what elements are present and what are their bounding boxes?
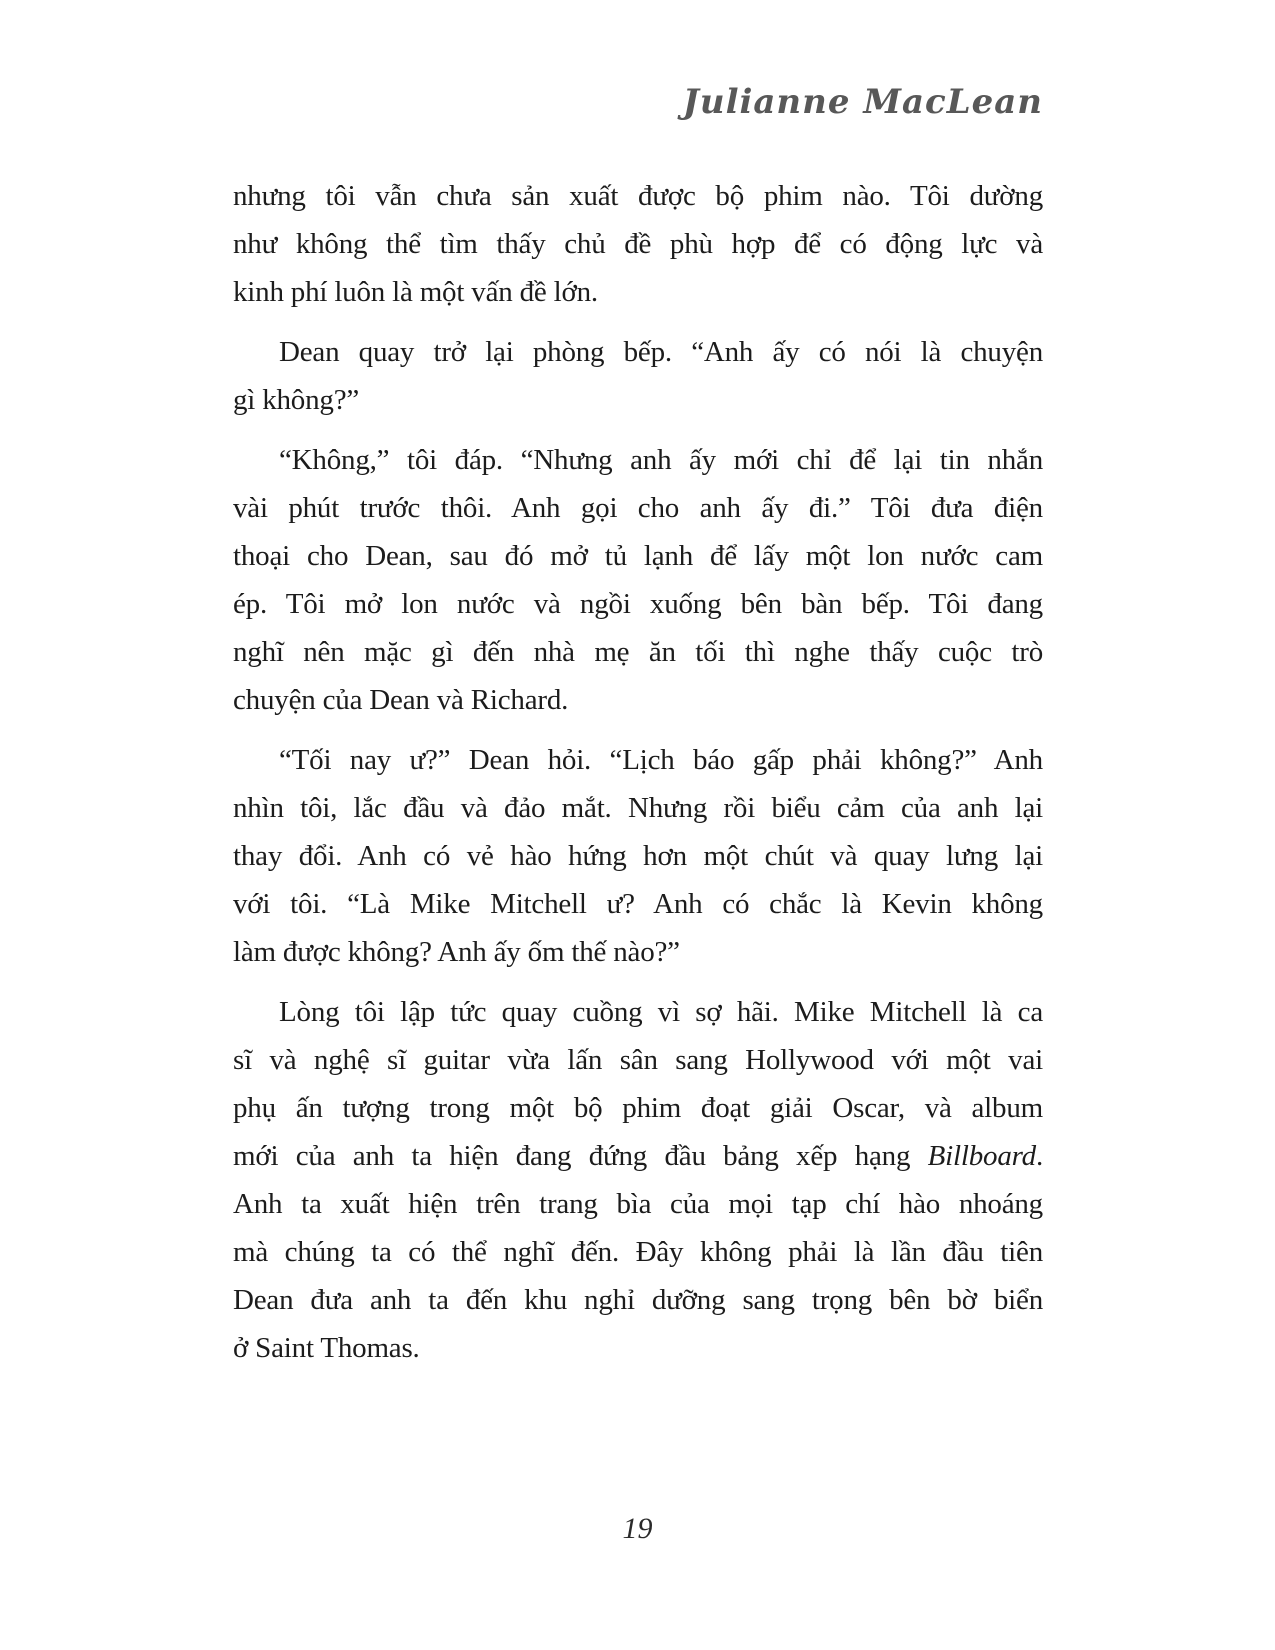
page-header bbox=[683, 82, 1043, 122]
text-line: với tôi. “Là Mike Mitchell ư? Anh có chắc là Kevin không bbox=[233, 888, 1043, 920]
text-line: thay đổi. Anh có vẻ hào hứng hơn một chút và quay lưng lại bbox=[233, 840, 1043, 872]
text-line: Dean đưa anh ta đến khu nghỉ dưỡng sang trọng bên bờ biển bbox=[233, 1284, 1043, 1316]
text-line: gì không?” bbox=[233, 384, 360, 416]
paragraph bbox=[233, 988, 1043, 1372]
page-number: 19 bbox=[622, 1512, 653, 1545]
text-line: kinh phí luôn là một vấn đề lớn. bbox=[233, 276, 598, 308]
paragraph bbox=[233, 328, 1043, 424]
text-line: “Không,” tôi đáp. “Nhưng anh ấy mới chỉ để lại tin nhắn bbox=[279, 444, 1043, 476]
text-line: nhưng tôi vẫn chưa sản xuất được bộ phim nào. Tôi dường bbox=[233, 180, 1043, 212]
running-head-author: Julianne MacLean bbox=[682, 82, 1043, 122]
italic-text: Billboard bbox=[927, 1140, 1036, 1172]
paragraph bbox=[233, 436, 1043, 724]
text-line: phụ ấn tượng trong một bộ phim đoạt giải Oscar, và album bbox=[233, 1092, 1043, 1124]
text-line: làm được không? Anh ấy ốm thế nào?” bbox=[233, 936, 680, 968]
text-line: Anh ta xuất hiện trên trang bìa của mọi tạp chí hào nhoáng bbox=[233, 1188, 1043, 1220]
text-line: Lòng tôi lập tức quay cuồng vì sợ hãi. Mike Mitchell là ca bbox=[279, 996, 1043, 1028]
text-line: “Tối nay ư?” Dean hỏi. “Lịch báo gấp phải không?” Anh bbox=[279, 744, 1043, 776]
text-line bbox=[233, 1132, 1043, 1180]
text-line: ở Saint Thomas. bbox=[233, 1332, 420, 1364]
text-line: ép. Tôi mở lon nước và ngồi xuống bên bàn bếp. Tôi đang bbox=[233, 588, 1043, 620]
paragraph bbox=[233, 736, 1043, 976]
text-line: như không thể tìm thấy chủ đề phù hợp để có động lực và bbox=[233, 228, 1043, 260]
text-line: vài phút trước thôi. Anh gọi cho anh ấy đi.” Tôi đưa điện bbox=[233, 492, 1043, 524]
paragraph bbox=[233, 172, 1043, 316]
text-line: mà chúng ta có thể nghĩ đến. Đây không phải là lần đầu tiên bbox=[233, 1236, 1043, 1268]
text-line: sĩ và nghệ sĩ guitar vừa lấn sân sang Hollywood với một vai bbox=[233, 1044, 1043, 1076]
text-line: thoại cho Dean, sau đó mở tủ lạnh để lấy một lon nước cam bbox=[233, 540, 1043, 572]
text-line: chuyện của Dean và Richard. bbox=[233, 684, 569, 716]
text-line: nhìn tôi, lắc đầu và đảo mắt. Nhưng rồi biểu cảm của anh lại bbox=[233, 792, 1043, 824]
page-footer bbox=[0, 1512, 1275, 1546]
plain-text: . bbox=[1035, 1140, 1043, 1172]
text-block bbox=[233, 172, 1043, 1384]
text-line: nghĩ nên mặc gì đến nhà mẹ ăn tối thì nghe thấy cuộc trò bbox=[233, 636, 1043, 668]
plain-text: mới của anh ta hiện đang đứng đầu bảng xếp hạng bbox=[233, 1140, 928, 1172]
text-line: Dean quay trở lại phòng bếp. “Anh ấy có nói là chuyện bbox=[279, 336, 1043, 368]
